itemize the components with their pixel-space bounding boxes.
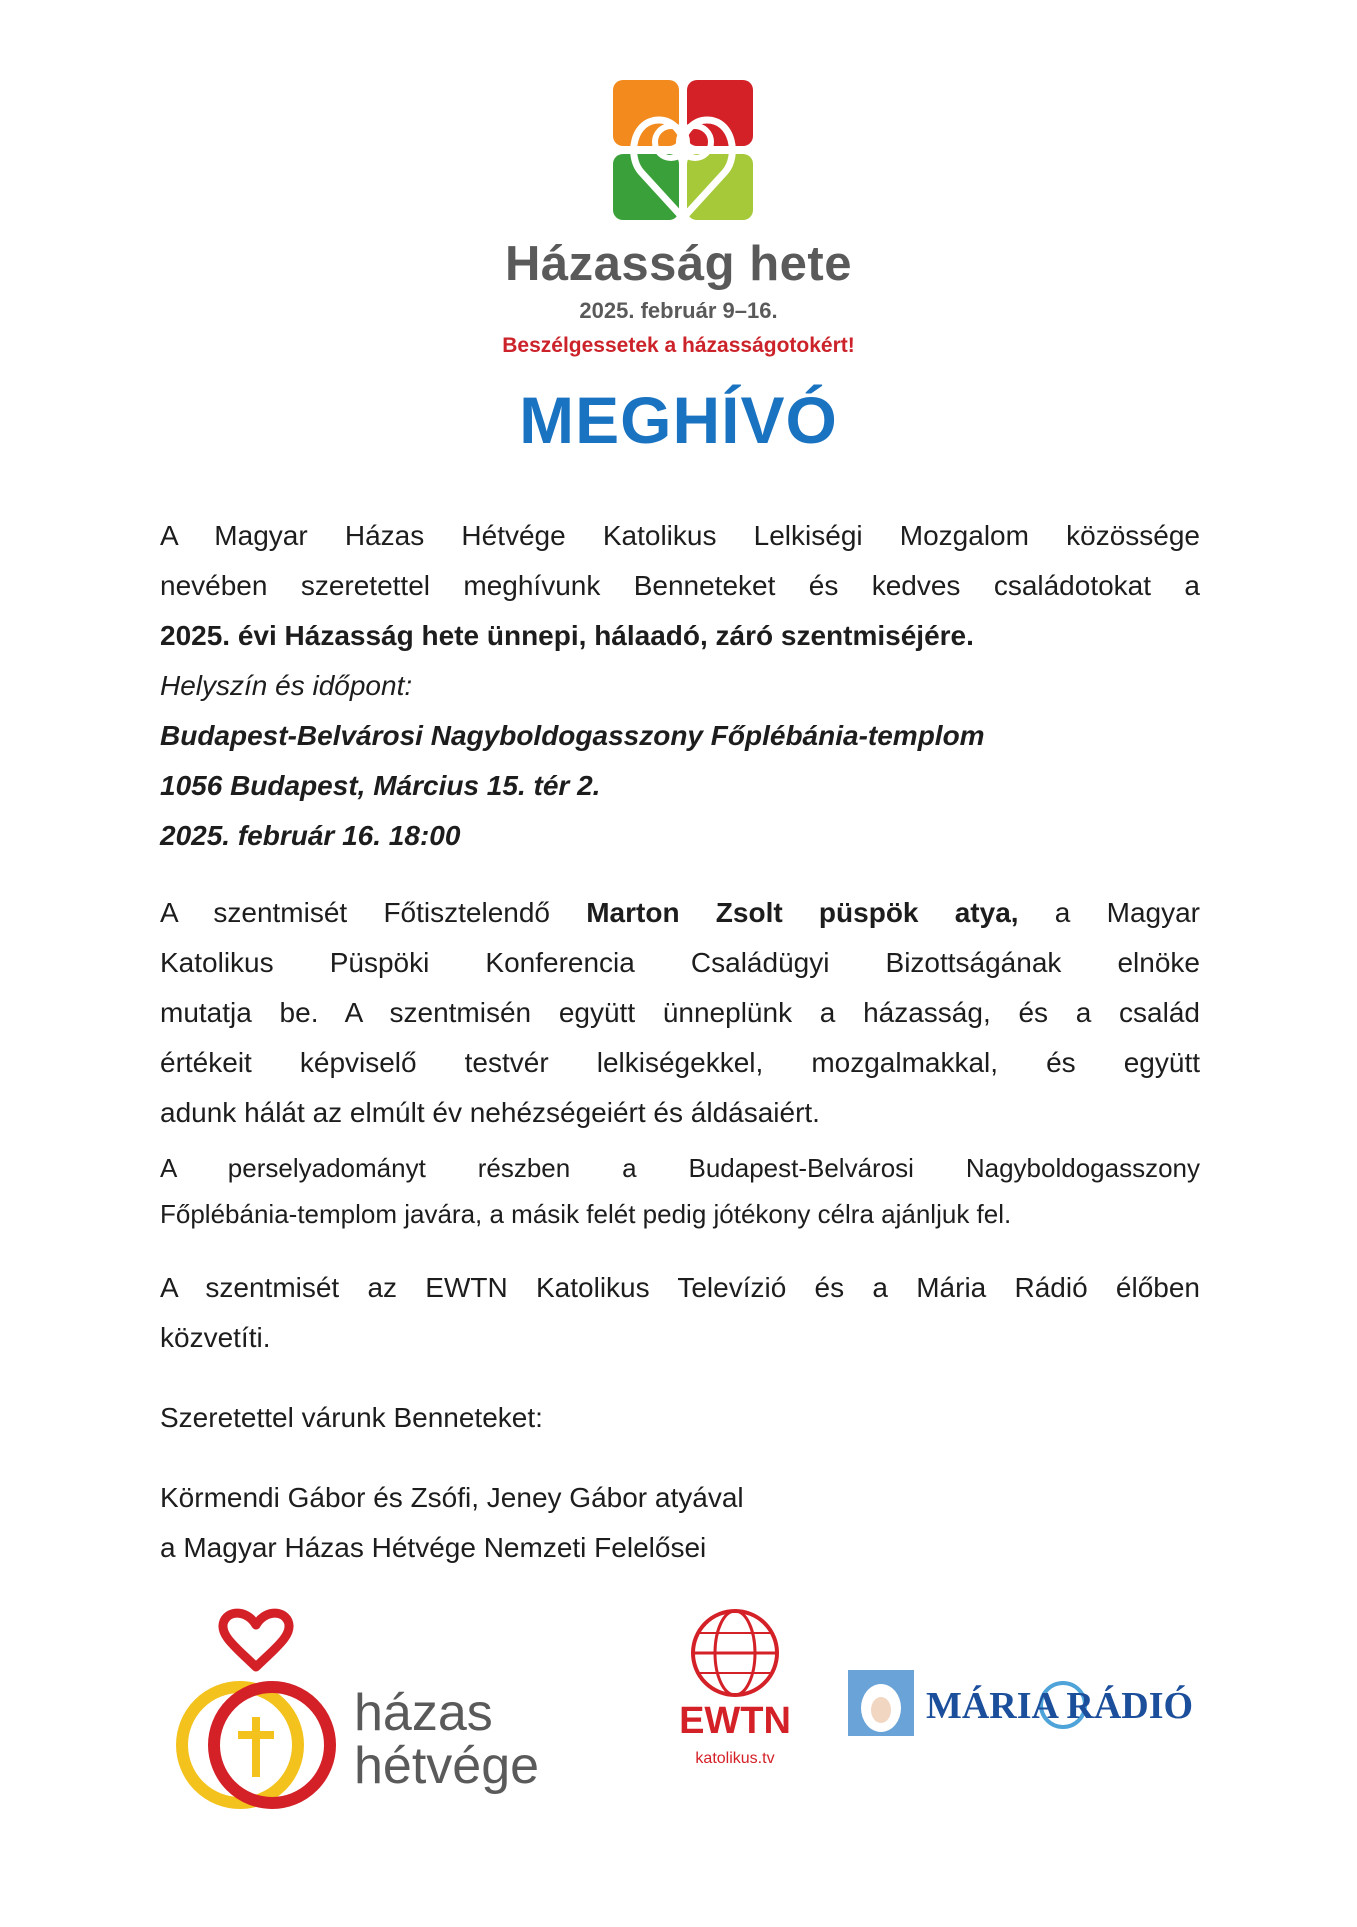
paragraph-line: A szentmisét az EWTN Katolikus Televízió és a Mária Rádió élőben [160, 1272, 1200, 1303]
logo-word: hétvége [354, 1737, 540, 1795]
paragraph-line: közvetíti. [160, 1322, 271, 1353]
signature-line: a Magyar Házas Hétvége Nemzeti Felelősei [160, 1532, 707, 1563]
ewtn-site: katolikus.tv [695, 1750, 775, 1767]
paragraph-line: nevében szeretettel meghívunk Benneteket és kedves családotokat a [160, 570, 1200, 601]
hazas-hetvege-logo [168, 1605, 608, 1810]
invitation-paragraph [160, 511, 1200, 661]
text-run: A szentmisét Főtisztelendő [160, 897, 587, 928]
event-dates: 2025. február 9–16. [579, 298, 778, 323]
signature-line: Körmendi Gábor és Zsófi, Jeney Gábor atyával [160, 1482, 744, 1513]
paragraph-line [160, 888, 1200, 938]
donation-paragraph [160, 1145, 1200, 1237]
paragraph-line: Főplébánia-templom javára, a másik felét pedig jótékony célra ajánljuk fel. [160, 1199, 1012, 1229]
bishop-name: Marton Zsolt püspök atya, [586, 897, 1019, 928]
hazassag-hete-logo [613, 80, 753, 230]
event-title: Házasság hete [505, 237, 852, 291]
broadcast-paragraph [160, 1263, 1200, 1363]
paragraph-line: adunk hálát az elmúlt év nehézségeiért és áldásaiért. [160, 1097, 820, 1128]
paragraph-line: A Magyar Házas Hétvége Katolikus Lelkiségi Mozgalom közössége [160, 520, 1200, 551]
venue-block [160, 661, 1200, 861]
invitation-heading: MEGHÍVÓ [519, 383, 838, 457]
ewtn-name: EWTN [679, 1700, 791, 1742]
signature-block [160, 1473, 1200, 1573]
maria-name: MÁRIA RÁDIÓ [926, 1685, 1194, 1727]
paragraph-line-bold: 2025. évi Házasság hete ünnepi, hálaadó, záró szentmiséjére. [160, 620, 974, 651]
paragraph-line: mutatja be. A szentmisén együtt ünneplünk a házasság, és a család [160, 997, 1200, 1028]
text-run: a Magyar [1018, 897, 1200, 928]
venue-address: 1056 Budapest, Március 15. tér 2. [160, 770, 601, 801]
greeting-line: Szeretettel várunk Benneteket: [160, 1402, 543, 1433]
ewtn-logo [670, 1605, 800, 1785]
paragraph-line: értékeit képviselő testvér lelkiségekkel, mozgalmakkal, és együtt [160, 1047, 1200, 1078]
venue-label: Helyszín és időpont: [160, 670, 413, 701]
event-motto: Beszélgessetek a házasságotokért! [502, 334, 855, 357]
mass-paragraph [160, 888, 1200, 1138]
maria-radio-logo [848, 1670, 1203, 1740]
venue-datetime: 2025. február 16. 18:00 [160, 820, 461, 851]
venue-name: Budapest-Belvárosi Nagyboldogasszony Főplébánia-templom [160, 720, 985, 751]
paragraph-line: A perselyadományt részben a Budapest-Belvárosi Nagyboldogasszony [160, 1153, 1200, 1183]
paragraph-line: Katolikus Püspöki Konferencia Családügyi Bizottságának elnöke [160, 947, 1200, 978]
logo-word: házas [354, 1684, 493, 1742]
